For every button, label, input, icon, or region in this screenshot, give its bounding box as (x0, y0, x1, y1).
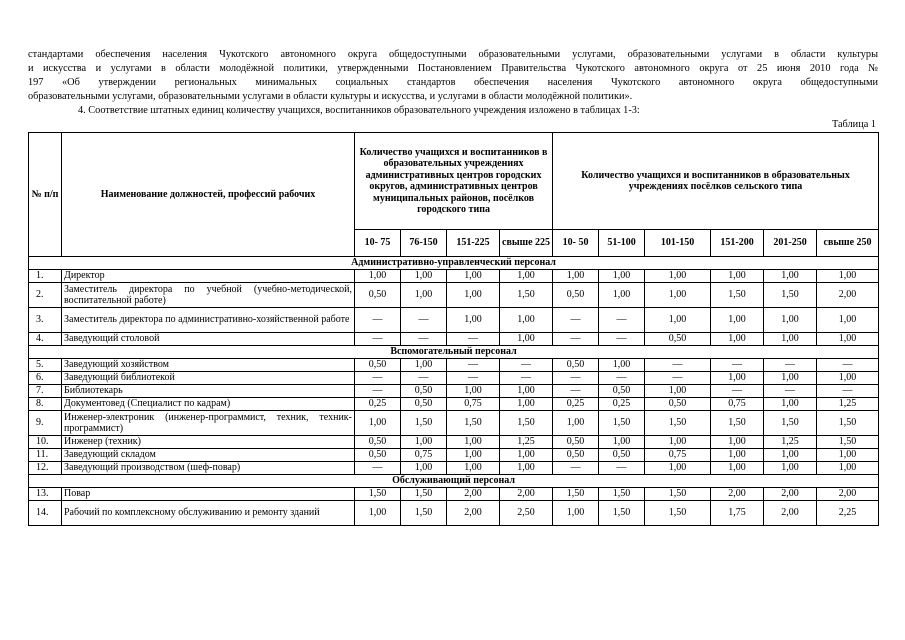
position-name: Инженер (техник) (62, 436, 355, 449)
row-number: 6. (29, 372, 62, 385)
header-range: 101-150 (645, 230, 711, 257)
row-number: 3. (29, 308, 62, 333)
staff-units-value: 2,25 (817, 501, 879, 526)
row-number: 2. (29, 283, 62, 308)
staff-units-value: — (599, 372, 645, 385)
staff-units-value: 1,50 (817, 436, 879, 449)
staff-units-value: 1,00 (500, 462, 553, 475)
staff-units-value: 1,50 (500, 411, 553, 436)
staff-units-value: 1,00 (817, 462, 879, 475)
staff-units-value: — (500, 359, 553, 372)
staff-units-value: 1,00 (447, 308, 500, 333)
staff-units-value: 1,50 (500, 283, 553, 308)
staff-units-value: 2,00 (764, 501, 817, 526)
staff-units-value: 1,00 (645, 283, 711, 308)
section-title: Обслуживающий персонал (29, 475, 879, 488)
intro-line: и искусства и услугами в области молодёжной политики, утвержденными Постановлением Правительства Чукотского автономного округа от 25 июня 2010 года № (28, 63, 878, 74)
table-row (29, 449, 879, 462)
position-name: Заведующий столовой (62, 333, 355, 346)
staff-units-value: 1,00 (500, 385, 553, 398)
table-row (29, 359, 879, 372)
staff-units-value: 1,00 (447, 436, 500, 449)
staff-units-value: 2,00 (764, 488, 817, 501)
staff-units-value: — (599, 308, 645, 333)
staff-units-value: 0,25 (599, 398, 645, 411)
staff-units-value: 0,50 (553, 359, 599, 372)
paragraph-4: 4. Соответствие штатных единиц количеству учащихся, воспитанников образовательного учреждения изложено в таблицах 1-3: (78, 105, 640, 116)
staff-units-value: 1,00 (711, 449, 764, 462)
staff-units-value: 2,00 (447, 501, 500, 526)
staff-units-value: — (447, 333, 500, 346)
staff-units-value: — (599, 462, 645, 475)
staff-units-value: 0,50 (401, 385, 447, 398)
staff-units-value: 0,50 (599, 449, 645, 462)
staff-units-value: — (355, 462, 401, 475)
staff-units-value: 1,50 (599, 501, 645, 526)
staff-units-value: 0,25 (553, 398, 599, 411)
staff-units-value: 1,00 (711, 436, 764, 449)
staff-units-value: 1,25 (817, 398, 879, 411)
staff-units-value: — (711, 359, 764, 372)
staff-units-value: 1,50 (401, 501, 447, 526)
staff-units-value: 1,00 (447, 385, 500, 398)
staff-units-value: 0,25 (355, 398, 401, 411)
staff-units-value: 1,50 (401, 411, 447, 436)
staff-units-value: — (401, 333, 447, 346)
staff-units-value: 1,00 (355, 270, 401, 283)
staff-units-value: — (645, 359, 711, 372)
position-name: Заместитель директора по административно-хозяйственной работе (62, 308, 355, 333)
position-name: Инженер-электроник (инженер-программист, техник, техник-программист) (62, 411, 355, 436)
staff-units-value: 1,00 (553, 501, 599, 526)
staff-units-value: 1,00 (645, 308, 711, 333)
staff-units-value: 1,00 (645, 385, 711, 398)
staff-units-value: 1,00 (599, 270, 645, 283)
staff-units-value: 1,00 (764, 398, 817, 411)
staff-units-value: 1,00 (500, 398, 553, 411)
header-group-rural: Количество учащихся и воспитанников в образовательных учреждениях посёлков сельского типа (553, 133, 879, 230)
staff-units-value: 2,00 (817, 488, 879, 501)
staff-units-value: 1,50 (599, 411, 645, 436)
staff-units-value: 1,50 (355, 488, 401, 501)
staff-units-value: 0,50 (553, 283, 599, 308)
staff-units-value: 1,50 (645, 488, 711, 501)
staff-units-value: 1,50 (817, 411, 879, 436)
header-range: 76-150 (401, 230, 447, 257)
staff-units-value: — (553, 333, 599, 346)
staff-units-value: — (401, 372, 447, 385)
staff-units-value: 1,00 (401, 436, 447, 449)
staff-units-value: 1,00 (401, 283, 447, 308)
position-name: Заведующий производством (шеф-повар) (62, 462, 355, 475)
staff-units-value: 0,75 (645, 449, 711, 462)
staff-units-value: 1,50 (711, 283, 764, 308)
header-range: 10- 50 (553, 230, 599, 257)
staff-units-value: 1,00 (764, 462, 817, 475)
header-range: 151-225 (447, 230, 500, 257)
staff-units-value: 1,00 (447, 283, 500, 308)
header-range: свыше 250 (817, 230, 879, 257)
staff-units-value: 1,00 (711, 333, 764, 346)
staff-units-value: 1,00 (401, 359, 447, 372)
position-name: Заведующий хозяйством (62, 359, 355, 372)
row-number: 8. (29, 398, 62, 411)
staff-units-value: — (599, 333, 645, 346)
staff-units-value: — (447, 359, 500, 372)
staff-units-value: — (447, 372, 500, 385)
staff-units-value: 2,00 (447, 488, 500, 501)
table-row (29, 488, 879, 501)
staff-units-value: — (817, 385, 879, 398)
staff-units-value: 1,00 (817, 333, 879, 346)
header-num: № п/п (29, 133, 62, 257)
staff-units-value: 1,00 (599, 359, 645, 372)
header-group-urban: Количество учащихся и воспитанников в образовательных учреждениях административных центров городских округов, административных центров муниципальных районов, посёлков городского типа (355, 133, 553, 230)
row-number: 13. (29, 488, 62, 501)
staff-units-value: 0,50 (355, 449, 401, 462)
header-range: свыше 225 (500, 230, 553, 257)
staff-units-value: — (711, 385, 764, 398)
staff-units-value: 2,50 (500, 501, 553, 526)
staff-units-value: — (355, 308, 401, 333)
position-name: Заведующий складом (62, 449, 355, 462)
staff-units-value: 0,50 (355, 359, 401, 372)
staff-units-value: — (764, 385, 817, 398)
row-number: 10. (29, 436, 62, 449)
staff-units-value: 1,25 (500, 436, 553, 449)
table-row (29, 372, 879, 385)
staff-units-value: 1,00 (817, 270, 879, 283)
staff-units-value: 1,00 (764, 270, 817, 283)
staff-units-value: 1,00 (764, 449, 817, 462)
table-row (29, 501, 879, 526)
staff-units-value: 1,00 (599, 436, 645, 449)
staff-units-value: 1,50 (764, 411, 817, 436)
staff-units-value: 1,75 (711, 501, 764, 526)
row-number: 1. (29, 270, 62, 283)
staff-units-value: 1,00 (500, 449, 553, 462)
staff-units-value: 1,00 (645, 436, 711, 449)
header-range: 10- 75 (355, 230, 401, 257)
staff-units-value: 0,50 (401, 398, 447, 411)
staff-units-value: 0,50 (553, 436, 599, 449)
position-name: Библиотекарь (62, 385, 355, 398)
staff-units-value: — (645, 372, 711, 385)
staff-units-value: 1,00 (711, 372, 764, 385)
staff-units-value: 1,00 (645, 270, 711, 283)
section-title: Вспомогательный персонал (29, 346, 879, 359)
staff-units-value: 1,00 (401, 270, 447, 283)
intro-line: образовательными услугами, образовательными услугами в области культуры и искусства, и услугами в области молодёжной политики». (28, 91, 633, 102)
staff-units-value: 0,50 (645, 333, 711, 346)
staff-units-value: 1,00 (817, 372, 879, 385)
staff-units-value: 0,75 (447, 398, 500, 411)
row-number: 4. (29, 333, 62, 346)
intro-line: стандартами обеспечения населения Чукотского автономного округа общедоступными образовательными услугами, образовательными услугами в области культуры (28, 49, 878, 60)
intro-paragraph (28, 48, 878, 104)
staff-units-value: — (764, 359, 817, 372)
staff-units-value: 0,50 (553, 449, 599, 462)
header-range: 51-100 (599, 230, 645, 257)
table-row (29, 411, 879, 436)
staff-units-value: — (553, 308, 599, 333)
staff-units-value: 1,00 (355, 501, 401, 526)
staff-units-value: — (355, 333, 401, 346)
staff-units-value: 1,00 (817, 308, 879, 333)
staff-units-value: 1,50 (447, 411, 500, 436)
staff-units-value: 1,00 (553, 270, 599, 283)
intro-line: 197 «Об утверждении региональных минимальных социальных стандартов обеспечения населения Чукотского автономного округа общедоступными (28, 77, 878, 88)
staff-units-value: 1,50 (553, 488, 599, 501)
staff-units-value: 0,75 (711, 398, 764, 411)
staff-units-value: — (355, 372, 401, 385)
row-number: 14. (29, 501, 62, 526)
row-number: 11. (29, 449, 62, 462)
staff-units-value: 2,00 (817, 283, 879, 308)
staff-units-value: — (553, 385, 599, 398)
position-name: Директор (62, 270, 355, 283)
staff-units-value: 1,00 (711, 270, 764, 283)
staff-units-value: 0,50 (355, 436, 401, 449)
position-name: Повар (62, 488, 355, 501)
staff-units-value: 1,00 (764, 372, 817, 385)
staff-units-value: 1,00 (447, 270, 500, 283)
position-name: Рабочий по комплексному обслуживанию и ремонту зданий (62, 501, 355, 526)
table-row (29, 308, 879, 333)
table-row (29, 270, 879, 283)
position-name: Заместитель директора по учебной (учебно-методической, воспитательной работе) (62, 283, 355, 308)
table-row (29, 436, 879, 449)
staff-units-value: 1,00 (764, 333, 817, 346)
staff-units-value: 0,75 (401, 449, 447, 462)
staff-units-value: 1,00 (500, 308, 553, 333)
staff-units-value: 1,00 (447, 449, 500, 462)
row-number: 7. (29, 385, 62, 398)
staff-units-value: 1,50 (645, 501, 711, 526)
row-number: 12. (29, 462, 62, 475)
staff-units-value: 1,50 (599, 488, 645, 501)
staff-units-value: — (553, 372, 599, 385)
section-title: Административно-управленческий персонал (29, 257, 879, 270)
staff-units-value: 1,50 (401, 488, 447, 501)
row-number: 5. (29, 359, 62, 372)
position-name: Заведующий библиотекой (62, 372, 355, 385)
staff-units-value: 1,00 (500, 333, 553, 346)
table-row (29, 462, 879, 475)
staff-units-value: 1,00 (447, 462, 500, 475)
staff-units-value: 1,00 (500, 270, 553, 283)
staff-units-value: 1,00 (645, 462, 711, 475)
position-name: Документовед (Специалист по кадрам) (62, 398, 355, 411)
staff-units-value: — (500, 372, 553, 385)
header-name: Наименование должностей, профессий рабочих (62, 133, 355, 257)
staff-units-value: 0,50 (355, 283, 401, 308)
staff-units-value: — (553, 462, 599, 475)
staff-units-value: 1,00 (401, 462, 447, 475)
table-row (29, 398, 879, 411)
table-caption: Таблица 1 (831, 119, 876, 130)
staff-units-value: 1,00 (553, 411, 599, 436)
staff-units-value: — (355, 385, 401, 398)
staff-units-value: 2,00 (711, 488, 764, 501)
header-range: 201-250 (764, 230, 817, 257)
staff-units-value: 1,00 (599, 283, 645, 308)
staff-units-value: 1,50 (764, 283, 817, 308)
row-number: 9. (29, 411, 62, 436)
staff-table (28, 132, 879, 526)
staff-units-value: 1,50 (711, 411, 764, 436)
staff-units-value: 1,00 (355, 411, 401, 436)
staff-units-value: 1,00 (817, 449, 879, 462)
header-range: 151-200 (711, 230, 764, 257)
staff-units-value: — (401, 308, 447, 333)
staff-units-value: 2,00 (500, 488, 553, 501)
staff-units-value: — (817, 359, 879, 372)
table-row (29, 385, 879, 398)
staff-units-value: 0,50 (599, 385, 645, 398)
staff-units-value: 0,50 (645, 398, 711, 411)
document-page (28, 48, 878, 526)
staff-units-value: 1,00 (711, 462, 764, 475)
staff-units-value: 1,25 (764, 436, 817, 449)
staff-units-value: 1,00 (711, 308, 764, 333)
staff-units-value: 1,50 (645, 411, 711, 436)
table-row (29, 333, 879, 346)
staff-units-value: 1,00 (764, 308, 817, 333)
table-row (29, 283, 879, 308)
